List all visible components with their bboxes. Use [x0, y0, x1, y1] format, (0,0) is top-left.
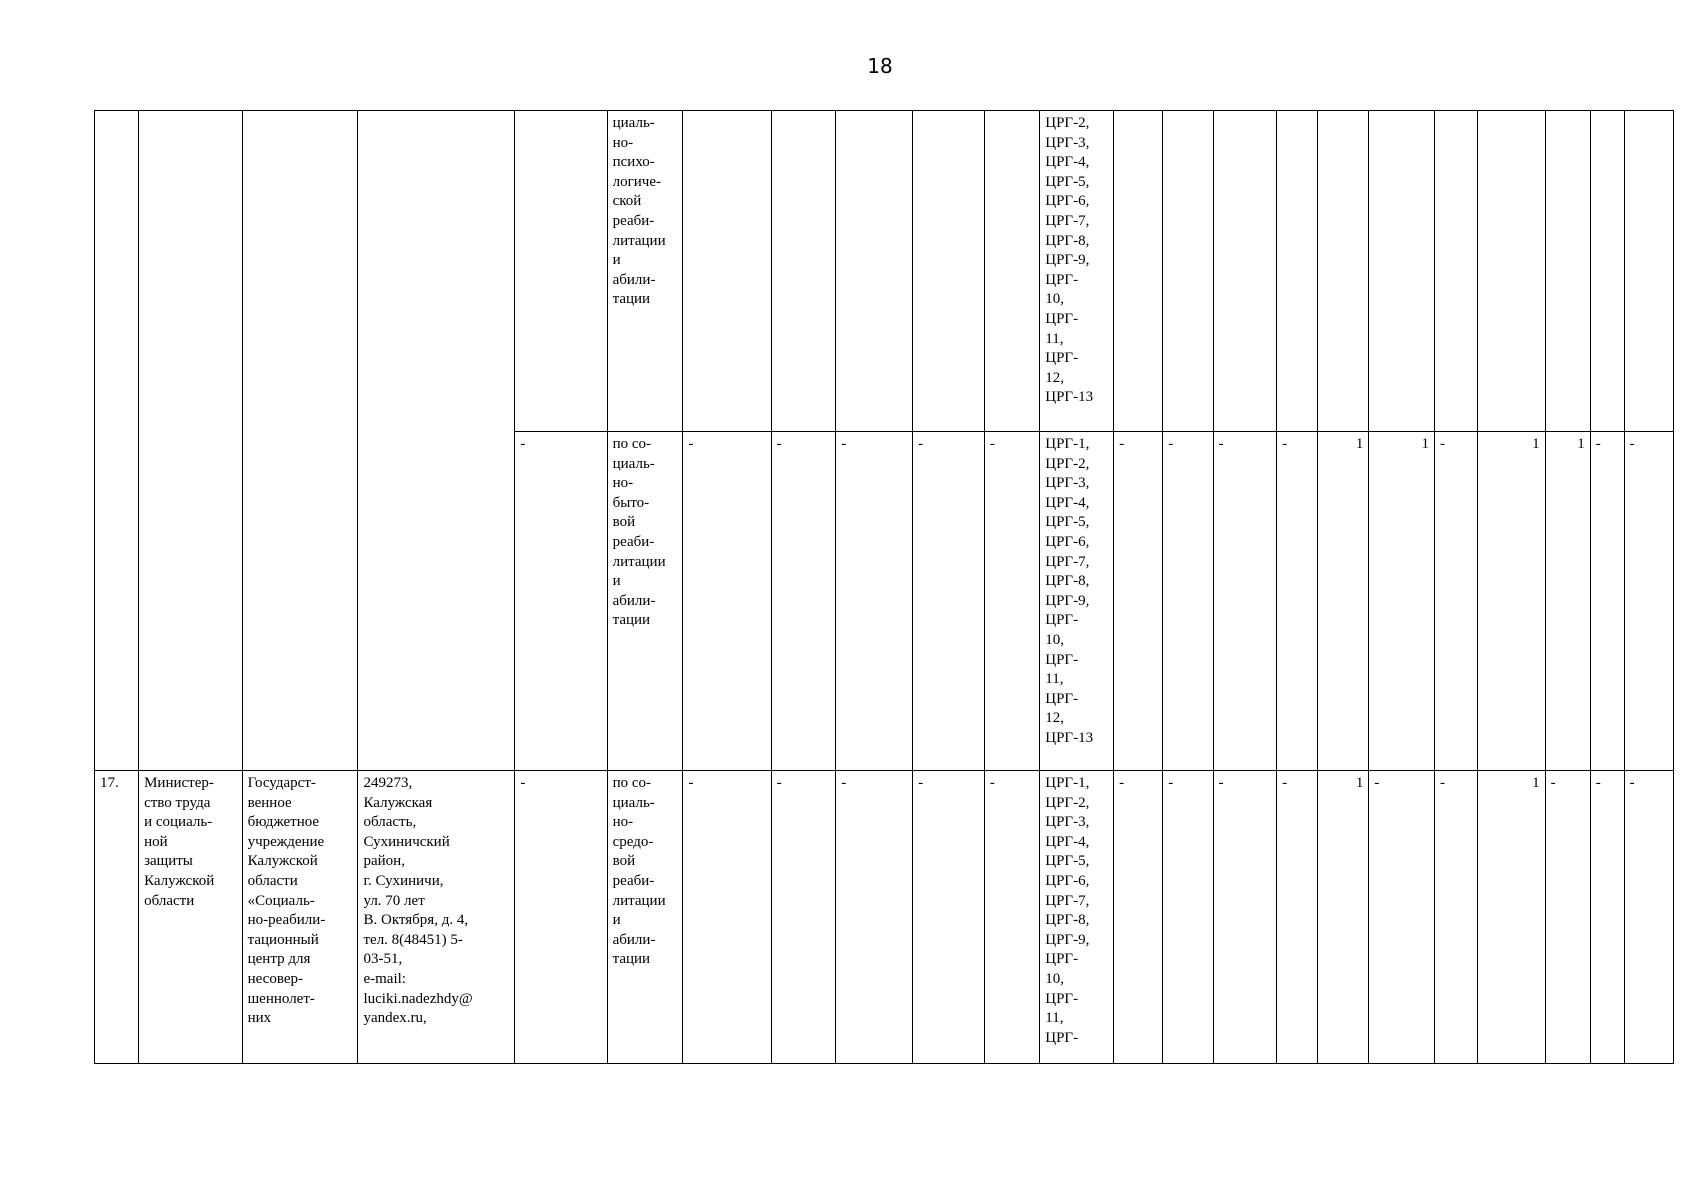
data-cell: - — [984, 432, 1039, 771]
data-cell: - — [1114, 771, 1163, 1064]
data-cell: 1 — [1478, 771, 1546, 1064]
data-cell: 1 — [1369, 432, 1435, 771]
data-cell — [1478, 111, 1546, 432]
service-type-cell — [607, 771, 683, 1064]
data-cell: - — [1163, 771, 1213, 1064]
data-cell: - — [1277, 771, 1318, 1064]
data-cell: - — [1545, 771, 1590, 1064]
data-cell: - — [771, 432, 836, 771]
data-cell: 1 — [1318, 771, 1369, 1064]
address-text: 249273, Калужская область, Сухиничский район, г. Сухиничи, ул. 70 лет В. Октября, д. 4, тел. 8(48451) 5- 03-51, e-mail: luciki.nadezhdy@ yandex.ru, — [363, 775, 473, 1027]
institution-cell — [242, 111, 358, 771]
groups-cell — [1040, 432, 1114, 771]
institution-text: Государст- венное бюджетное учреждение Калужской области «Социаль- но-реабили- тационный центр для несовер- шеннолет- них — [247, 775, 326, 1027]
data-cell: 1 — [1545, 432, 1590, 771]
data-cell: - — [1369, 771, 1435, 1064]
data-cell — [1624, 111, 1673, 432]
data-cell — [1213, 111, 1277, 432]
data-cell — [1369, 111, 1435, 432]
table-row — [95, 771, 1674, 1064]
data-cell — [1114, 111, 1163, 432]
data-cell — [1545, 111, 1590, 432]
data-cell: - — [683, 432, 771, 771]
address-cell — [358, 111, 515, 771]
ministry-cell — [139, 111, 243, 771]
services-table — [94, 110, 1674, 1064]
data-cell: - — [984, 771, 1039, 1064]
page-number: 18 — [867, 54, 893, 78]
data-cell: - — [1114, 432, 1163, 771]
col5-cell — [515, 111, 607, 432]
number-cell — [95, 111, 139, 771]
service-type-text: циаль- но- психо- логиче- ской реаби- литации и абили- тации — [612, 115, 666, 308]
data-cell — [1163, 111, 1213, 432]
data-cell — [1318, 111, 1369, 432]
number-cell: 17. — [95, 771, 139, 1064]
institution-cell — [242, 771, 358, 1064]
col5-cell: - — [515, 771, 607, 1064]
groups-cell — [1040, 771, 1114, 1064]
data-cell: - — [1434, 432, 1477, 771]
data-cell — [683, 111, 771, 432]
data-cell: - — [1590, 432, 1624, 771]
data-cell — [984, 111, 1039, 432]
service-type-cell — [607, 432, 683, 771]
data-cell: - — [771, 771, 836, 1064]
data-cell: - — [836, 432, 913, 771]
col5-cell: - — [515, 432, 607, 771]
data-cell: - — [683, 771, 771, 1064]
data-cell: - — [913, 771, 985, 1064]
data-cell: - — [913, 432, 985, 771]
service-type-text: по со- циаль- но- быто- вой реаби- литации и абили- тации — [612, 436, 666, 629]
groups-text: ЦРГ-1, ЦРГ-2, ЦРГ-3, ЦРГ-4, ЦРГ-5, ЦРГ-6, ЦРГ-7, ЦРГ-8, ЦРГ-9, ЦРГ- 10, ЦРГ- 11, ЦРГ- — [1045, 775, 1090, 1046]
data-cell — [1434, 111, 1477, 432]
groups-text: ЦРГ-1, ЦРГ-2, ЦРГ-3, ЦРГ-4, ЦРГ-5, ЦРГ-6, ЦРГ-7, ЦРГ-8, ЦРГ-9, ЦРГ- 10, ЦРГ- 11, ЦРГ- 12, ЦРГ-13 — [1045, 436, 1094, 746]
data-cell: - — [1590, 771, 1624, 1064]
data-cell: - — [1213, 432, 1277, 771]
groups-text: ЦРГ-2, ЦРГ-3, ЦРГ-4, ЦРГ-5, ЦРГ-6, ЦРГ-7, ЦРГ-8, ЦРГ-9, ЦРГ- 10, ЦРГ- 11, ЦРГ- 12, ЦРГ-13 — [1045, 115, 1094, 406]
ministry-text: Министер- ство труда и социаль- ной защиты Калужской области — [144, 775, 215, 909]
service-type-cell — [607, 111, 683, 432]
data-cell: - — [1624, 432, 1673, 771]
data-cell: - — [1163, 432, 1213, 771]
data-cell: - — [1434, 771, 1477, 1064]
service-type-text: по со- циаль- но- средо- вой реаби- литации и абили- тации — [612, 775, 666, 968]
address-cell — [358, 771, 515, 1064]
data-cell: - — [1213, 771, 1277, 1064]
data-cell — [1590, 111, 1624, 432]
data-cell — [913, 111, 985, 432]
data-cell — [1277, 111, 1318, 432]
data-cell: 1 — [1318, 432, 1369, 771]
data-cell: - — [836, 771, 913, 1064]
data-cell: - — [1624, 771, 1673, 1064]
ministry-cell — [139, 771, 243, 1064]
data-cell — [771, 111, 836, 432]
data-cell — [836, 111, 913, 432]
groups-cell — [1040, 111, 1114, 432]
table-row — [95, 111, 1674, 432]
data-cell: - — [1277, 432, 1318, 771]
data-cell: 1 — [1478, 432, 1546, 771]
